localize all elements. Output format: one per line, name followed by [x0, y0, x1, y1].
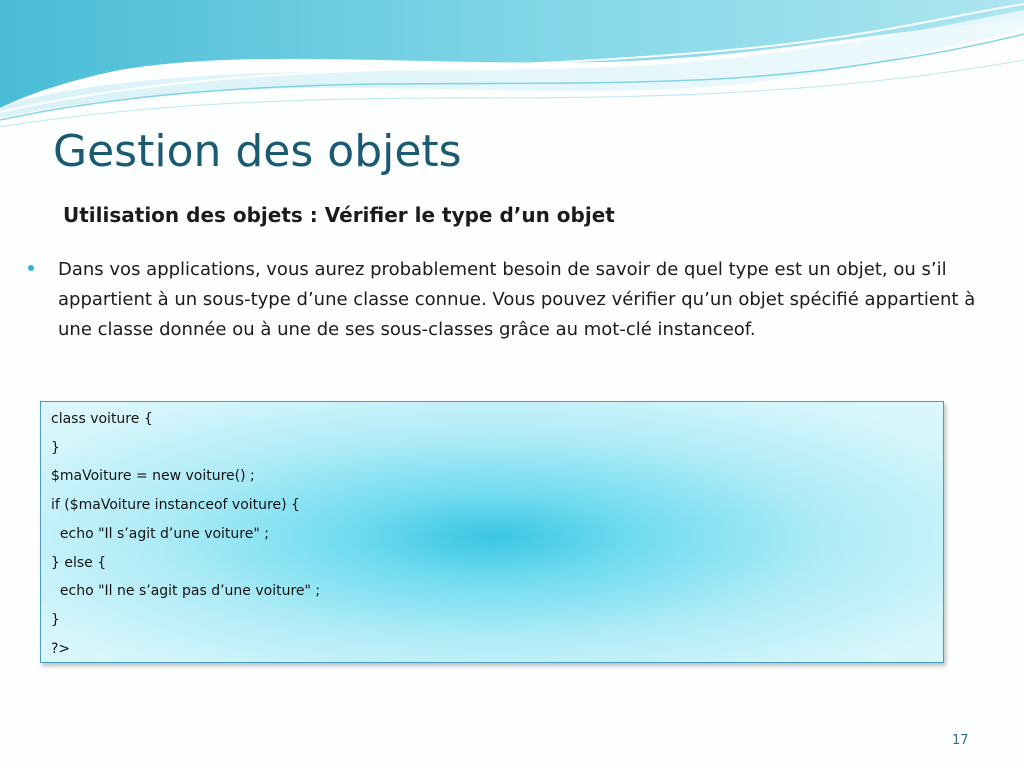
code-line: echo "Il ne s’agit pas d’une voiture" ; [51, 583, 321, 600]
code-line: } [51, 439, 60, 456]
code-line: ?> [51, 640, 71, 657]
code-line: if ($maVoiture instanceof voiture) { [51, 497, 300, 514]
code-line: $maVoiture = new voiture() ; [51, 468, 255, 485]
bullet-text: Dans vos applications, vous aurez probablement besoin de savoir de quel type est un objet, ou s’il appartient à un sous-type d’une classe connue. Vous pouvez vérifier qu’un objet spécifié appartient à une classe donnée ou à une de ses sous-classes grâce au mot-clé instanceof. [58, 259, 976, 340]
bullet-item [28, 255, 988, 345]
page-number: 17 [952, 733, 969, 748]
header-wave-decoration [0, 0, 1024, 130]
code-block [40, 401, 944, 663]
code-line: class voiture { [51, 411, 153, 427]
code-line: } else { [51, 554, 107, 571]
slide-subtitle: Utilisation des objets : Vérifier le type d’un objet [63, 203, 615, 227]
slide-title: Gestion des objets [53, 126, 462, 177]
code-line: } [51, 611, 60, 628]
bullet-dot-icon [28, 265, 34, 271]
code-line: echo "Il s’agit d’une voiture" ; [51, 525, 269, 542]
